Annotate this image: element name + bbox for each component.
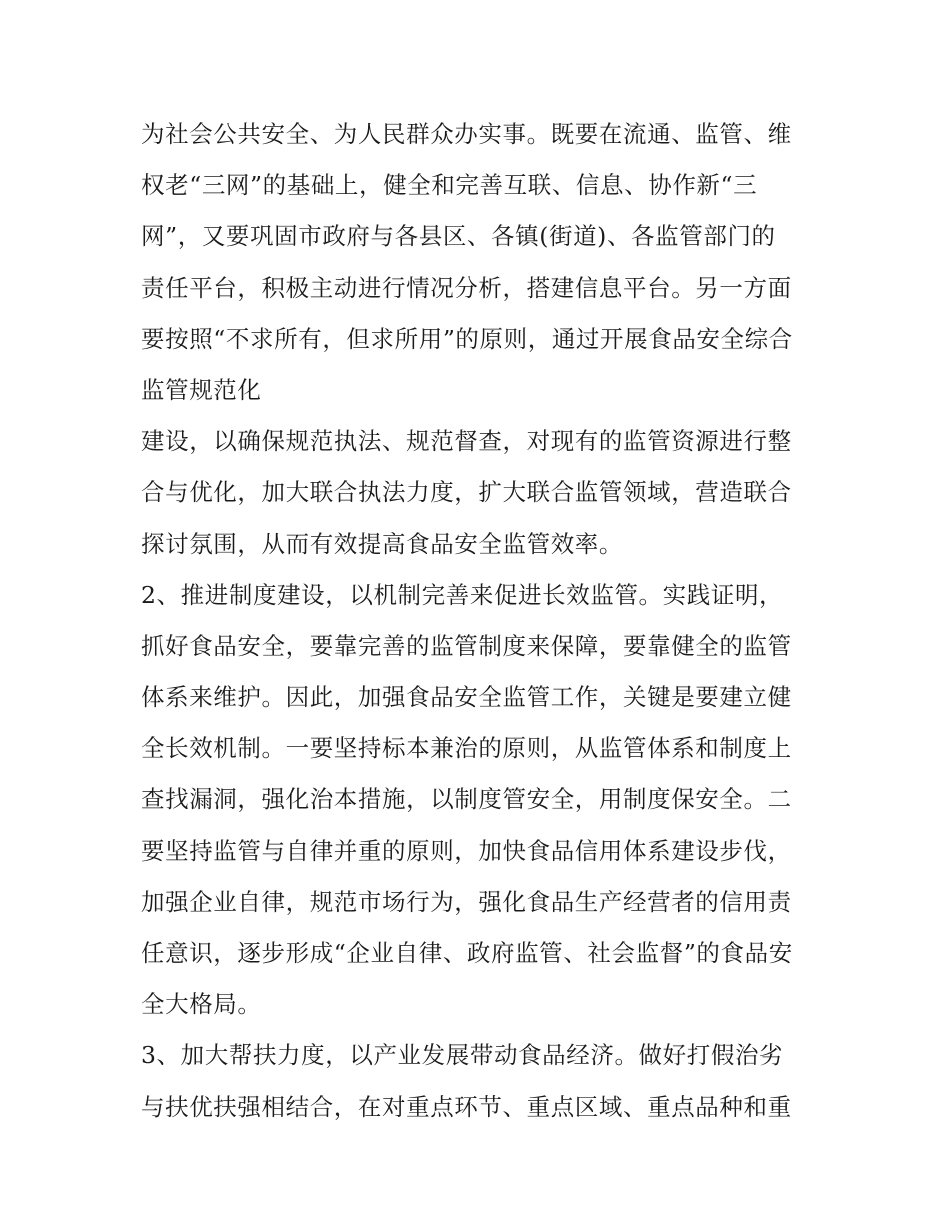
text-line-14: 查找漏洞，强化治本措施，以制度管安全，用制度保安全。二 [141,785,792,814]
text-line-12: 体系来维护。因此，加强食品安全监管工作，关键是要建立健 [141,683,792,712]
text-line-8: 合与优化，加大联合执法力度，扩大联合监管领域，营造联合 [141,478,792,507]
text-line-2: 权老“三网”的基础上，健全和完善互联、信息、协作新“三 [141,171,758,200]
text-line-10: 2、推进制度建设，以机制完善来促进长效监管。实践证明， [141,580,784,609]
text-line-13: 全长效机制。一要坚持标本兼治的原则，从监管体系和制度上 [141,734,792,763]
text-line-20: 与扶优扶强相结合，在对重点环节、重点区域、重点品种和重 [141,1092,792,1121]
text-line-18: 全大格局。 [141,990,262,1019]
text-line-1: 为社会公共安全、为人民群众办实事。既要在流通、监管、维 [141,120,792,148]
text-line-17: 任意识，逐步形成“企业自律、政府监管、社会监督”的食品安 [141,939,793,967]
text-line-15: 要坚持监管与自律并重的原则，加快食品信用体系建设步伐， [141,836,792,865]
text-line-3: 网”，又要巩固市政府与各县区、各镇(街道)、各监管部门的 [141,222,776,251]
text-line-5: 要按照“不求所有，但求所用”的原则，通过开展食品安全综合 [141,324,793,353]
text-line-16: 加强企业自律，规范市场行为，强化食品生产经营者的信用责 [141,887,792,916]
text-line-4: 责任平台，积极主动进行情况分析，搭建信息平台。另一方面 [141,273,792,302]
text-line-19: 3、加大帮扶力度，以产业发展带动食品经济。做好打假治劣 [141,1041,784,1070]
text-line-9: 探讨氛围，从而有效提高食品安全监管效率。 [141,529,623,558]
text-line-6: 监管规范化 [141,375,262,404]
text-line-11: 抓好食品安全，要靠完善的监管制度来保障，要靠健全的监管 [141,631,792,660]
text-line-7: 建设，以确保规范执法、规范督查，对现有的监管资源进行整 [141,427,792,456]
body-text [141,109,821,1133]
